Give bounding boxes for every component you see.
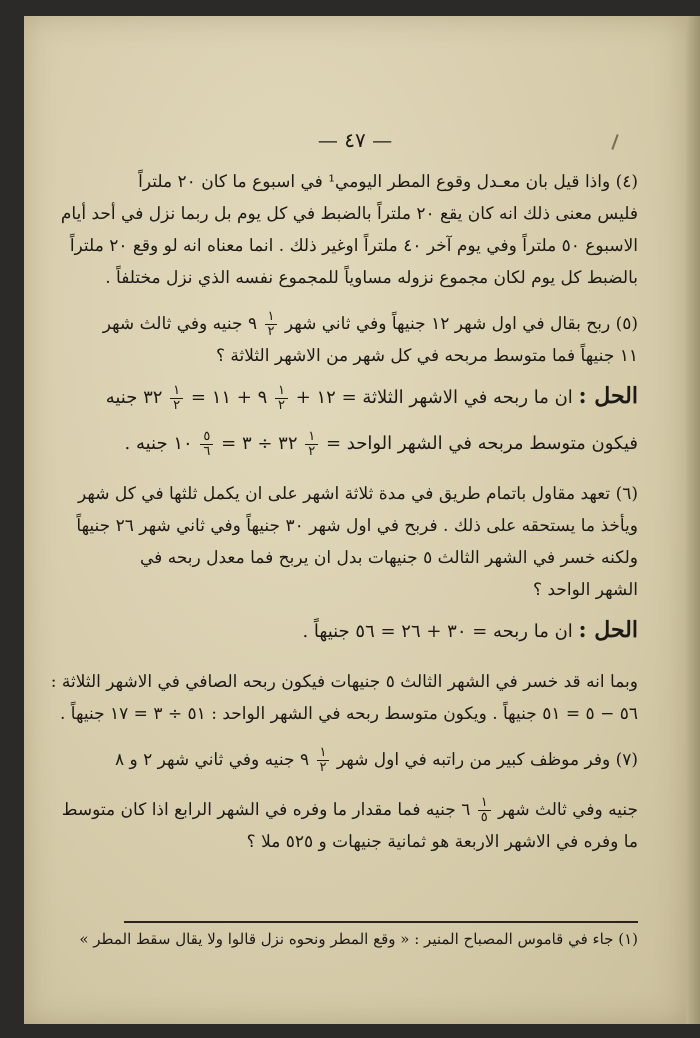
- fraction-numerator: ١: [317, 746, 330, 761]
- fraction-numerator: ١: [305, 430, 318, 445]
- page-edge: [686, 16, 700, 1024]
- problem-6-line-4: الشهر الواحد ؟: [533, 580, 638, 600]
- solution-6-line-1: [120, 614, 638, 648]
- solution-6-text-a: ان ما ربحه = ٣٠ + ٢٦ = ٥٦ جنيهاً .: [302, 621, 573, 642]
- fraction-half: [170, 384, 183, 413]
- page-content: [50, 166, 638, 872]
- fraction-denominator: ٦: [203, 443, 211, 459]
- fraction-half: [317, 746, 330, 775]
- solution-5-text-a: ان ما ربحه في الاشهر الثلاثة = ١٢ +: [295, 387, 573, 408]
- problem-5-text-b: ٩ جنيه وفي ثالث شهر: [102, 314, 258, 334]
- fraction-half: [265, 310, 278, 339]
- footnote-divider: [124, 921, 638, 923]
- problem-6: [50, 478, 638, 730]
- problem-7-line-3: ما وفره في الاشهر الاربعة هو ثمانية جنيهات و ٥٢٥ ملا ؟: [246, 832, 638, 852]
- fraction-denominator: ٢: [267, 324, 275, 339]
- problem-4: [60, 166, 638, 294]
- problem-5: [102, 308, 638, 460]
- problem-7-text-b: ٩ جنيه وفي ثاني شهر ٢ و ٨: [114, 750, 310, 770]
- problem-7-line-2: [61, 794, 638, 826]
- problem-6-line-3: ولكنه خسر في الشهر الثالث ٥ جنيهات بدل ان يربح فما معدل ربحه في: [140, 548, 638, 568]
- fraction-numerator: ١: [275, 384, 288, 399]
- problem-4-line-2: فليس معنى ذلك انه كان يقع ٢٠ ملتراً بالضبط في كل يوم بل ربما نزل في أحد أيام: [60, 204, 638, 224]
- problem-7-text-d: ٦ جنيه فما مقدار ما وفره في الشهر الرابع اذا كان متوسط: [61, 800, 471, 820]
- fraction-five-sixths: [200, 430, 213, 459]
- problem-4-line-4: بالضبط كل يوم لكان مجموع نزوله مساوياً للمجموع نفسه الذي نزل مختلفاً .: [105, 268, 638, 288]
- problem-6-line-1: (٦) تعهد مقاول باتمام طريق في مدة ثلاثة اشهر على ان يكمل ثلثها في كل شهر: [78, 484, 638, 504]
- problem-7-text-c: جنيه وفي ثالث شهر: [498, 800, 638, 820]
- page-number: — ٤٧ —: [317, 128, 393, 152]
- problem-4-line-1: (٤) واذا قيل بان معـدل وقوع المطر اليومي¹ في اسبوع ما كان ٢٠ ملتراً: [138, 172, 638, 192]
- problem-7-line-1: [114, 744, 638, 776]
- problem-7-text-a: (٧) وفر موظف كبير من راتبه في اول شهر: [336, 750, 638, 770]
- fraction-half: [275, 384, 288, 413]
- solution-6-line-2: وبما انه قد خسر في الشهر الثالث ٥ جنيهات فيكون ربحه الصافي في الاشهر الثلاثة :: [50, 672, 638, 692]
- solution-6-line-3: ٥٦ − ٥ = ٥١ جنيهاً . ويكون متوسط ربحه في الشهر الواحد : ٥١ ÷ ٣ = ١٧ جنيهاً .: [60, 704, 638, 724]
- problem-5-solution: [105, 380, 638, 460]
- problem-7: [61, 744, 638, 858]
- solution-5-text-d: فيكون متوسط مربحه في الشهر الواحد =: [325, 433, 638, 454]
- problem-5-text-a: (٥) ربح بقال في اول شهر ١٢ جنيهاً وفي ثاني شهر: [284, 314, 638, 334]
- fraction-denominator: ٢: [308, 443, 316, 459]
- fraction-numerator: ١: [265, 310, 278, 325]
- book-page: [24, 16, 686, 1024]
- fraction-denominator: ٥: [480, 810, 488, 825]
- fraction-numerator: ٥: [200, 430, 213, 445]
- solution-5-line-2: [120, 428, 638, 460]
- problem-6-solution: [120, 614, 638, 648]
- solution-5-line-1: [105, 380, 638, 414]
- solution-5-text-c: ٣٢ جنيه: [105, 387, 163, 408]
- fraction-one-fifth: [478, 796, 491, 825]
- fraction-numerator: ١: [170, 384, 183, 399]
- solution-label: الحل :: [578, 383, 638, 409]
- solution-5-text-e: ٣٢ ÷ ٣ =: [221, 433, 298, 454]
- solution-5-text-f: ١٠ جنيه .: [124, 433, 193, 454]
- problem-5-line-2: ١١ جنيهاً فما متوسط مربحه في كل شهر من الاشهر الثلاثة ؟: [215, 346, 638, 366]
- problem-6-line-2: ويأخذ ما يستحقه على ذلك . فربح في اول شهر ٣٠ جنيهاً وفي ثاني شهر ٢٦ جنيهاً: [76, 516, 638, 536]
- fraction-denominator: ٢: [277, 397, 285, 413]
- fraction-half: [305, 430, 318, 459]
- fraction-denominator: ٢: [173, 397, 181, 413]
- problem-4-line-3: الاسبوع ٥٠ ملتراً وفي يوم آخر ٤٠ ملتراً اوغير ذلك . انما معناه انه لو وقع ٢٠ ملتراً: [69, 236, 638, 256]
- solution-label: الحل :: [578, 617, 638, 643]
- fraction-numerator: ١: [478, 796, 491, 811]
- solution-5-text-b: ٩ + ١١ =: [190, 387, 268, 408]
- footnote: (١) جاء في قاموس المصباح المنير : « وقع المطر ونحوه نزل قالوا ولا يقال سقط المطر »: [79, 930, 638, 948]
- problem-5-line-1: [102, 308, 638, 340]
- fraction-denominator: ٢: [319, 760, 327, 775]
